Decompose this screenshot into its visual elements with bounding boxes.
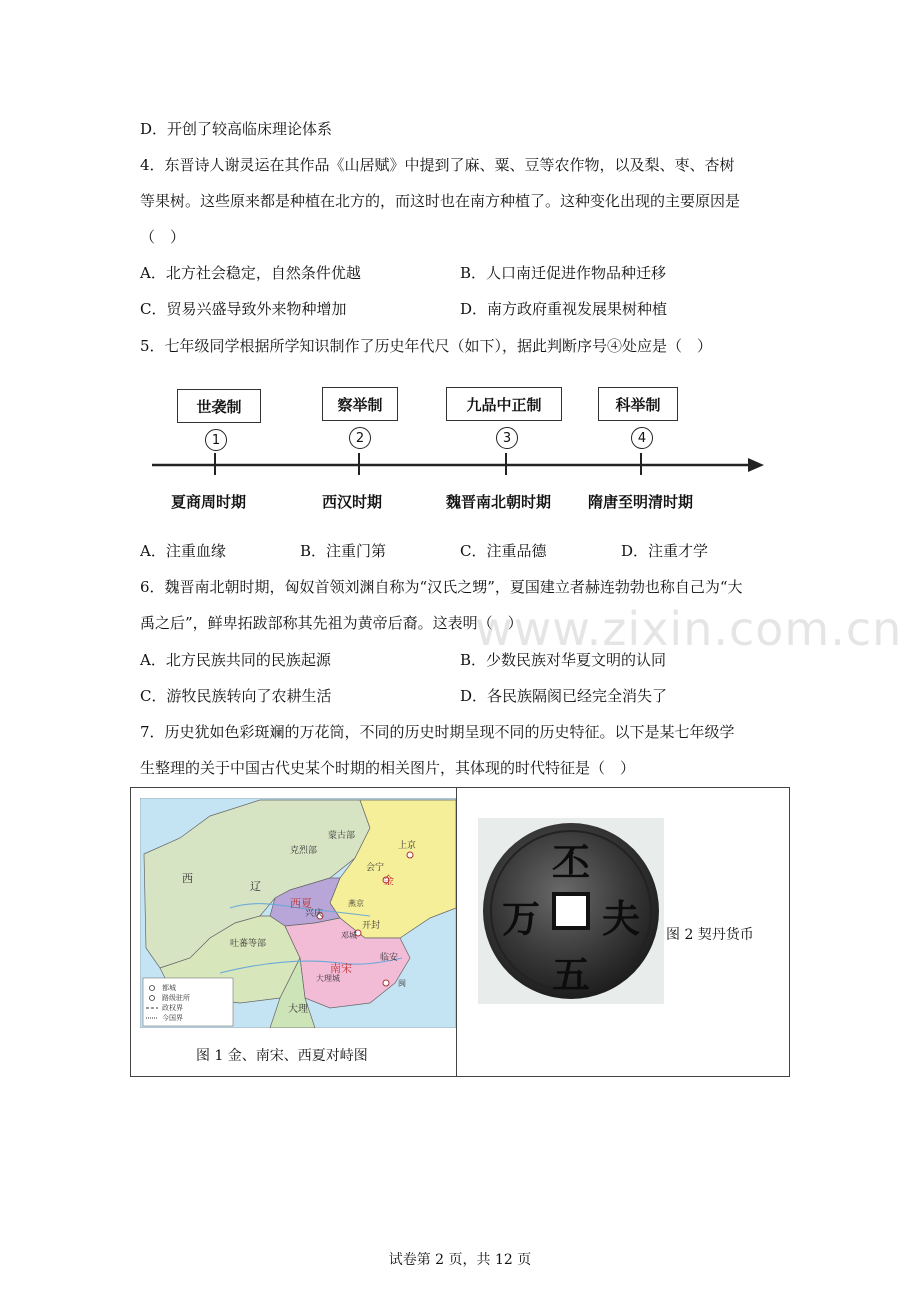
q5-option-a: A．注重血缘 xyxy=(140,542,226,560)
map-label-shangjing: 上京 xyxy=(398,841,417,851)
figure2-caption: 图 2 契丹货币 xyxy=(666,927,754,943)
map-label-dengcheng: 邓城 xyxy=(341,931,357,940)
map-label-liao: 辽 xyxy=(250,880,261,893)
figure-divider xyxy=(456,787,457,1077)
map-label-nansong: 南宋 xyxy=(330,962,352,975)
timeline-system-2: 察举制 xyxy=(322,387,398,421)
timeline-tick-4 xyxy=(640,453,642,475)
map-label-tubo: 吐蕃等部 xyxy=(230,939,267,949)
coin-inscription xyxy=(478,818,664,1004)
q4-stem-line2: 等果树。这些原来都是种植在北方的，而这时也在南方种植了。这种变化出现的主要原因是 xyxy=(140,192,741,210)
timeline-system-1: 世袭制 xyxy=(177,389,261,423)
q4-option-a: A．北方社会稳定，自然条件优越 xyxy=(140,264,361,282)
map-label-kaifeng: 开封 xyxy=(362,921,381,931)
q6-option-a: A．北方民族共同的民族起源 xyxy=(140,651,331,669)
map-label-kelie: 克烈部 xyxy=(290,846,318,856)
q6-stem-line1: 6．魏晋南北朝时期，匈奴首领刘渊自称为“汉氏之甥”，夏国建立者赫连勃勃也称自己为“大 xyxy=(140,578,743,596)
map-label-jin: 金 xyxy=(383,874,394,887)
timeline-axis xyxy=(150,455,770,475)
map-labels xyxy=(140,798,456,1028)
timeline-system-4: 科举制 xyxy=(598,387,678,421)
q6-stem-line2: 禹之后”，鲜卑拓跋部称其先祖为黄帝后裔。这表明（ ） xyxy=(140,614,523,632)
map-label-dalicheng: 大理城 xyxy=(316,974,340,983)
map-legend-border: 政权界 xyxy=(162,1004,183,1012)
q7-stem-line2: 生整理的关于中国古代史某个时期的相关图片，其体现的时代特征是（ ） xyxy=(140,759,636,777)
timeline-tick-3 xyxy=(505,453,507,475)
timeline-tick-1 xyxy=(214,453,216,475)
map-label-xi: 西 xyxy=(182,872,193,885)
map-legend-capital: 都城 xyxy=(162,984,176,992)
map-legend-route: 路级驻所 xyxy=(162,994,190,1002)
timeline-period-3: 魏晋南北朝时期 xyxy=(446,493,552,511)
map-label-xingqing: 兴庆 xyxy=(305,909,324,919)
q5-option-d: D．注重才学 xyxy=(621,542,709,560)
q4-stem-line1: 4．东晋诗人谢灵运在其作品《山居赋》中提到了麻、粟、豆等农作物，以及梨、枣、杏树 xyxy=(140,156,735,174)
timeline-tick-2 xyxy=(358,453,360,475)
q7-stem-line1: 7．历史犹如色彩斑斓的万花筒，不同的历史时期呈现不同的历史特征。以下是某七年级学 xyxy=(140,723,735,741)
q6-option-d: D．各民族隔阂已经完全消失了 xyxy=(460,687,668,705)
coin-char-bottom: 五 xyxy=(552,953,591,997)
coin-char-top: 丕 xyxy=(552,841,591,885)
map-label-huining: 会宁 xyxy=(366,863,385,873)
q4-option-c: C．贸易兴盛导致外来物种增加 xyxy=(140,300,347,318)
timeline-number-1: 1 xyxy=(205,429,227,451)
map-label-menggu: 蒙古部 xyxy=(328,831,356,841)
q4-stem-line3: （ ） xyxy=(140,228,186,246)
q5-option-c: C．注重品德 xyxy=(460,542,547,560)
timeline-number-2: 2 xyxy=(349,427,371,449)
map-legend-modern-border: 今国界 xyxy=(162,1014,183,1022)
q4-option-d: D．南方政府重视发展果树种植 xyxy=(460,300,668,318)
timeline-period-4: 隋唐至明清时期 xyxy=(588,493,694,511)
timeline-number-4: 4 xyxy=(631,427,653,449)
map-label-yanjing: 燕京 xyxy=(348,899,364,908)
page-footer: 试卷第 2 页，共 12 页 xyxy=(388,1252,532,1268)
map-label-xixia: 西夏 xyxy=(290,897,312,910)
q4-option-b: B．人口南迁促进作物品种迁移 xyxy=(460,264,667,282)
q6-option-c: C．游牧民族转向了农耕生活 xyxy=(140,687,332,705)
map-label-fujian: 闽 xyxy=(398,979,406,988)
q6-option-b: B．少数民族对华夏文明的认同 xyxy=(460,651,667,669)
timeline-period-1: 夏商周时期 xyxy=(171,493,247,511)
q5-option-b: B．注重门第 xyxy=(300,542,387,560)
timeline-system-3: 九品中正制 xyxy=(446,387,562,421)
coin-char-left: 万 xyxy=(502,897,541,941)
map-label-linan: 临安 xyxy=(380,953,399,963)
timeline-period-2: 西汉时期 xyxy=(322,493,383,511)
q3-option-d: D．开创了较高临床理论体系 xyxy=(140,120,333,138)
map-label-dali: 大理 xyxy=(288,1004,308,1015)
timeline-number-3: 3 xyxy=(496,427,518,449)
q5-stem: 5．七年级同学根据所学知识制作了历史年代尺（如下），据此判断序号④处应是（ ） xyxy=(140,337,713,355)
watermark: www.zixin.com.cn xyxy=(475,602,903,656)
figure1-caption: 图 1 金、南宋、西夏对峙图 xyxy=(196,1048,368,1064)
coin-char-right: 夫 xyxy=(602,897,641,941)
